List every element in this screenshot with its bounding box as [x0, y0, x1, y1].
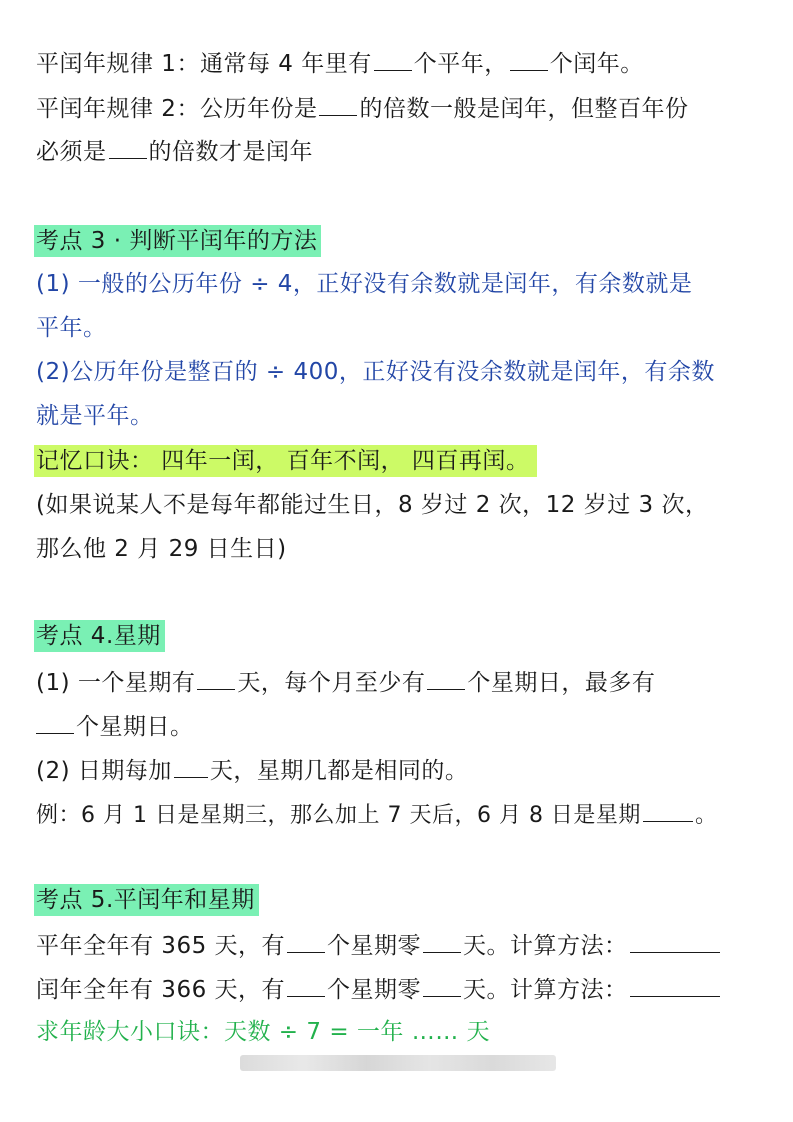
- answer-blank[interactable]: [510, 48, 548, 71]
- week-1-text-b: 天，每个月至少有: [237, 670, 426, 696]
- leap-year-text-a: 闰年全年有 366 天，有: [36, 977, 286, 1003]
- leap-year-line: [36, 974, 763, 1005]
- note-text-1: (如果说某人不是每年都能过生日，8 岁过 2 次，12 岁过 3 次，: [36, 492, 709, 518]
- week-2-line: [36, 711, 763, 742]
- common-year-text-b: 个星期零: [327, 933, 422, 959]
- rule-2-cont-line: [36, 136, 763, 167]
- answer-blank[interactable]: [630, 974, 720, 997]
- answer-blank[interactable]: [287, 930, 325, 953]
- section-3-heading-line: [36, 226, 763, 256]
- method-2-cont-text: 就是平年。: [36, 403, 154, 429]
- rule-2-cont-text-a: 必须是: [36, 139, 107, 165]
- common-year-text-c: 天。计算方法：: [463, 933, 628, 959]
- leap-year-text-b: 个星期零: [327, 977, 422, 1003]
- answer-blank[interactable]: [287, 974, 325, 997]
- week-3-line: [36, 755, 763, 786]
- section-4-heading: 考点 4.星期: [34, 620, 165, 652]
- note-text-2: 那么他 2 月 29 日生日): [36, 536, 287, 562]
- method-2-line: [36, 357, 763, 387]
- method-1-cont-text: 平年。: [36, 315, 107, 341]
- rule-1-line: [36, 48, 763, 79]
- week-3-text-a: (2) 日期每加: [36, 758, 172, 784]
- rule-1-text-b: 个平年，: [413, 51, 508, 77]
- example-text-a: 例：6 月 1 日是星期三，那么加上 7 天后，6 月 8 日是星期: [36, 803, 641, 828]
- example-text-b: 。: [694, 803, 718, 828]
- week-1-text-c: 个星期日，最多有: [467, 670, 656, 696]
- leap-year-text-c: 天。计算方法：: [463, 977, 628, 1003]
- week-1-line: [36, 667, 763, 698]
- answer-blank[interactable]: [423, 974, 461, 997]
- method-1-text: (1) 一般的公历年份 ÷ 4，正好没有余数就是闰年，有余数就是: [36, 271, 693, 297]
- cut-off-line: [36, 1015, 576, 1045]
- section-3-heading: 考点 3 · 判断平闰年的方法: [34, 225, 321, 257]
- rule-2-text-b: 的倍数一般是闰年，但整百年份: [359, 96, 689, 122]
- rule-1-text-a: 平闰年规律 1：通常每 4 年里有: [36, 51, 372, 77]
- mnemonic-text: 记忆口诀： 四年一闰， 百年不闰， 四百再闰。: [34, 445, 537, 477]
- method-2-text: (2)公历年份是整百的 ÷ 400，正好没有没余数就是闰年，有余数: [36, 359, 715, 385]
- answer-blank[interactable]: [427, 667, 465, 690]
- answer-blank[interactable]: [36, 711, 74, 734]
- example-line: [36, 799, 763, 831]
- section-4-heading-line: [36, 621, 763, 651]
- week-1-text-a: (1) 一个星期有: [36, 670, 196, 696]
- common-year-text-a: 平年全年有 365 天，有: [36, 933, 286, 959]
- method-2-cont-line: [36, 401, 763, 431]
- week-3-text-b: 天，星期几都是相同的。: [209, 758, 469, 784]
- answer-blank[interactable]: [630, 930, 720, 953]
- rule-1-text-c: 个闰年。: [549, 51, 644, 77]
- note-line-2: [36, 534, 763, 564]
- cut-off-text: 求年龄大小口诀：天数 ÷ 7 = 一年 …… 天: [36, 1019, 491, 1045]
- answer-blank[interactable]: [109, 136, 147, 159]
- week-2-text: 个星期日。: [76, 714, 194, 740]
- blurred-watermark: [240, 1055, 556, 1071]
- answer-blank[interactable]: [197, 667, 235, 690]
- section-5-heading: 考点 5.平闰年和星期: [34, 884, 259, 916]
- section-5-heading-line: [36, 885, 763, 915]
- answer-blank[interactable]: [643, 799, 693, 822]
- mnemonic-line: [36, 446, 763, 476]
- rule-2-cont-text-b: 的倍数才是闰年: [148, 139, 313, 165]
- answer-blank[interactable]: [174, 755, 208, 778]
- method-1-cont-line: [36, 313, 763, 343]
- answer-blank[interactable]: [319, 93, 357, 116]
- common-year-line: [36, 930, 763, 961]
- answer-blank[interactable]: [423, 930, 461, 953]
- rule-2-text-a: 平闰年规律 2：公历年份是: [36, 96, 318, 122]
- answer-blank[interactable]: [374, 48, 412, 71]
- rule-2-line: [36, 93, 763, 124]
- method-1-line: [36, 269, 763, 299]
- note-line-1: [36, 490, 763, 520]
